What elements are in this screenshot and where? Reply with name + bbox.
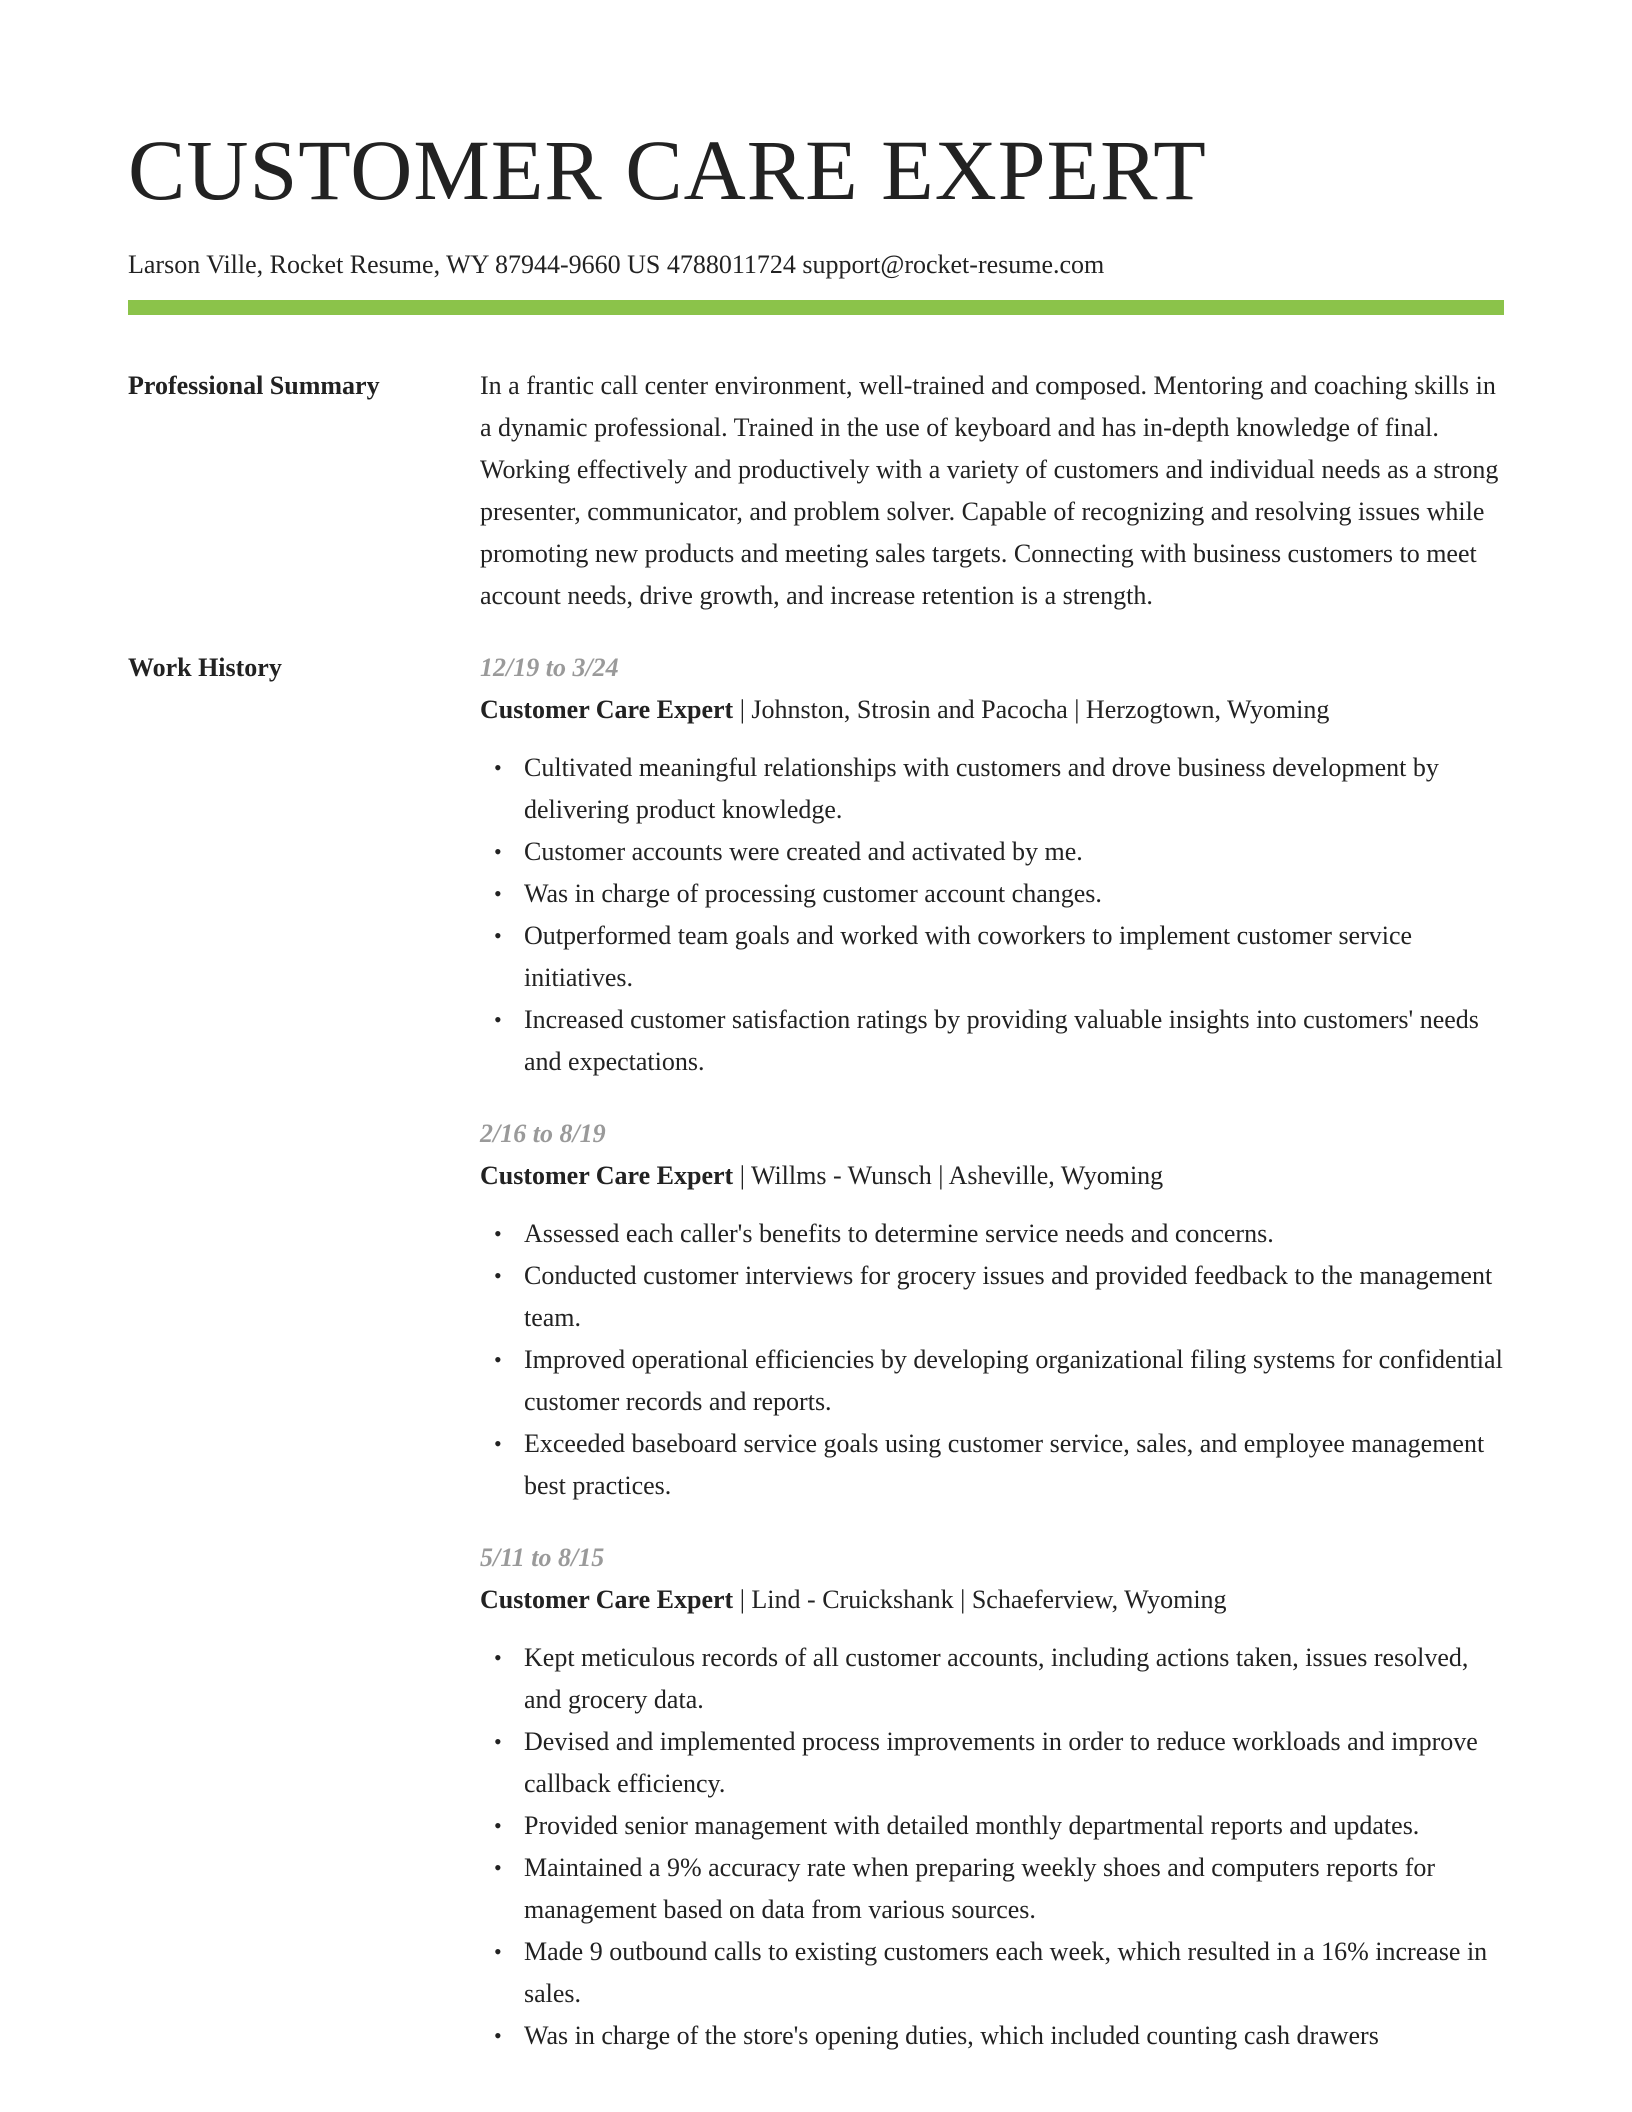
- job-bullets: [480, 747, 1504, 1083]
- candidate-name: CUSTOMER CARE EXPERT: [128, 122, 1207, 218]
- bullet-text: Was in charge of processing customer account changes.: [524, 879, 1102, 908]
- contact-info: Larson Ville, Rocket Resume, WY 87944-9660 US 4788011724 support@rocket-resume.com: [128, 250, 1105, 279]
- job-heading: [480, 1579, 1504, 1621]
- bullet-text: Cultivated meaningful relationships with customers and drove business development by delivering product knowledge.: [524, 753, 1439, 824]
- bullet-icon: •: [494, 755, 502, 780]
- job-bullet: [494, 999, 1504, 1083]
- job-entry: [480, 1113, 1504, 1507]
- job-title: Customer Care Expert: [480, 695, 734, 724]
- job-dates: 2/16 to 8/19: [480, 1119, 606, 1148]
- summary-text: In a frantic call center environment, well-trained and composed. Mentoring and coaching skills in a dynamic professional. Trained in the use of keyboard and has in-depth knowledge of final. Working effectively and productively with a variety of customers and individual needs as a strong presenter, communicator, and problem solver. Capable of recognizing and resolving issues while promoting new products and meeting sales targets. Connecting with business customers to meet account needs, drive growth, and increase retention is a strength.: [480, 371, 1499, 610]
- bullet-text: Increased customer satisfaction ratings by providing valuable insights into customers' needs and expectations.: [524, 1005, 1479, 1076]
- job-title: Customer Care Expert: [480, 1161, 734, 1190]
- bullet-icon: •: [494, 1221, 502, 1246]
- bullet-icon: •: [494, 1347, 502, 1372]
- job-heading: [480, 689, 1504, 731]
- work-history-section: [128, 647, 1504, 2087]
- job-bullet: [494, 1721, 1504, 1805]
- job-employer-location: | Willms - Wunsch | Asheville, Wyoming: [733, 1161, 1164, 1190]
- bullet-text: Exceeded baseboard service goals using customer service, sales, and employee management best practices.: [524, 1429, 1485, 1500]
- job-bullets: [480, 1637, 1504, 2057]
- bullet-text: Improved operational efficiencies by developing organizational filing systems for confidential customer records and reports.: [524, 1345, 1503, 1416]
- resume-page: [128, 120, 1504, 2087]
- bullet-text: Assessed each caller's benefits to determine service needs and concerns.: [524, 1219, 1274, 1248]
- bullet-text: Kept meticulous records of all customer accounts, including actions taken, issues resolved, and grocery data.: [524, 1643, 1469, 1714]
- header-divider: [128, 300, 1504, 315]
- job-heading: [480, 1155, 1504, 1197]
- professional-summary-section: [128, 365, 1504, 617]
- bullet-text: Conducted customer interviews for grocery issues and provided feedback to the management team.: [524, 1261, 1493, 1332]
- bullet-icon: •: [494, 2023, 502, 2048]
- job-bullet: [494, 747, 1504, 831]
- job-dates: 5/11 to 8/15: [480, 1543, 605, 1572]
- job-bullet: [494, 1931, 1504, 2015]
- job-bullet: [494, 1805, 1504, 1847]
- bullet-text: Provided senior management with detailed monthly departmental reports and updates.: [524, 1811, 1420, 1840]
- job-bullet: [494, 1255, 1504, 1339]
- bullet-icon: •: [494, 1263, 502, 1288]
- job-bullet: [494, 2015, 1504, 2057]
- job-bullet: [494, 831, 1504, 873]
- bullet-icon: •: [494, 1855, 502, 1880]
- bullet-text: Outperformed team goals and worked with coworkers to implement customer service initiatives.: [524, 921, 1413, 992]
- bullet-icon: •: [494, 839, 502, 864]
- bullet-text: Made 9 outbound calls to existing customers each week, which resulted in a 16% increase in sales.: [524, 1937, 1488, 2008]
- bullet-text: Devised and implemented process improvements in order to reduce workloads and improve callback efficiency.: [524, 1727, 1478, 1798]
- job-bullet: [494, 1847, 1504, 1931]
- job-entry: [480, 1537, 1504, 2057]
- job-bullet: [494, 915, 1504, 999]
- job-dates: 12/19 to 3/24: [480, 653, 619, 682]
- bullet-text: Customer accounts were created and activated by me.: [524, 837, 1083, 866]
- bullet-icon: •: [494, 881, 502, 906]
- job-entry: [480, 647, 1504, 1083]
- section-label-summary: Professional Summary: [128, 371, 380, 400]
- job-employer-location: | Johnston, Strosin and Pacocha | Herzogtown, Wyoming: [733, 695, 1330, 724]
- job-title: Customer Care Expert: [480, 1585, 734, 1614]
- bullet-icon: •: [494, 923, 502, 948]
- bullet-text: Was in charge of the store's opening duties, which included counting cash drawers: [524, 2021, 1379, 2050]
- bullet-icon: •: [494, 1007, 502, 1032]
- job-bullet: [494, 1423, 1504, 1507]
- job-bullets: [480, 1213, 1504, 1507]
- job-employer-location: | Lind - Cruickshank | Schaeferview, Wyoming: [733, 1585, 1227, 1614]
- job-bullet: [494, 1339, 1504, 1423]
- bullet-icon: •: [494, 1813, 502, 1838]
- job-bullet: [494, 1637, 1504, 1721]
- bullet-text: Maintained a 9% accuracy rate when preparing weekly shoes and computers reports for management based on data from various sources.: [524, 1853, 1436, 1924]
- bullet-icon: •: [494, 1939, 502, 1964]
- bullet-icon: •: [494, 1645, 502, 1670]
- job-bullet: [494, 873, 1504, 915]
- job-bullet: [494, 1213, 1504, 1255]
- bullet-icon: •: [494, 1431, 502, 1456]
- work-history-list: [480, 647, 1504, 2087]
- bullet-icon: •: [494, 1729, 502, 1754]
- section-label-work-history: Work History: [128, 653, 282, 682]
